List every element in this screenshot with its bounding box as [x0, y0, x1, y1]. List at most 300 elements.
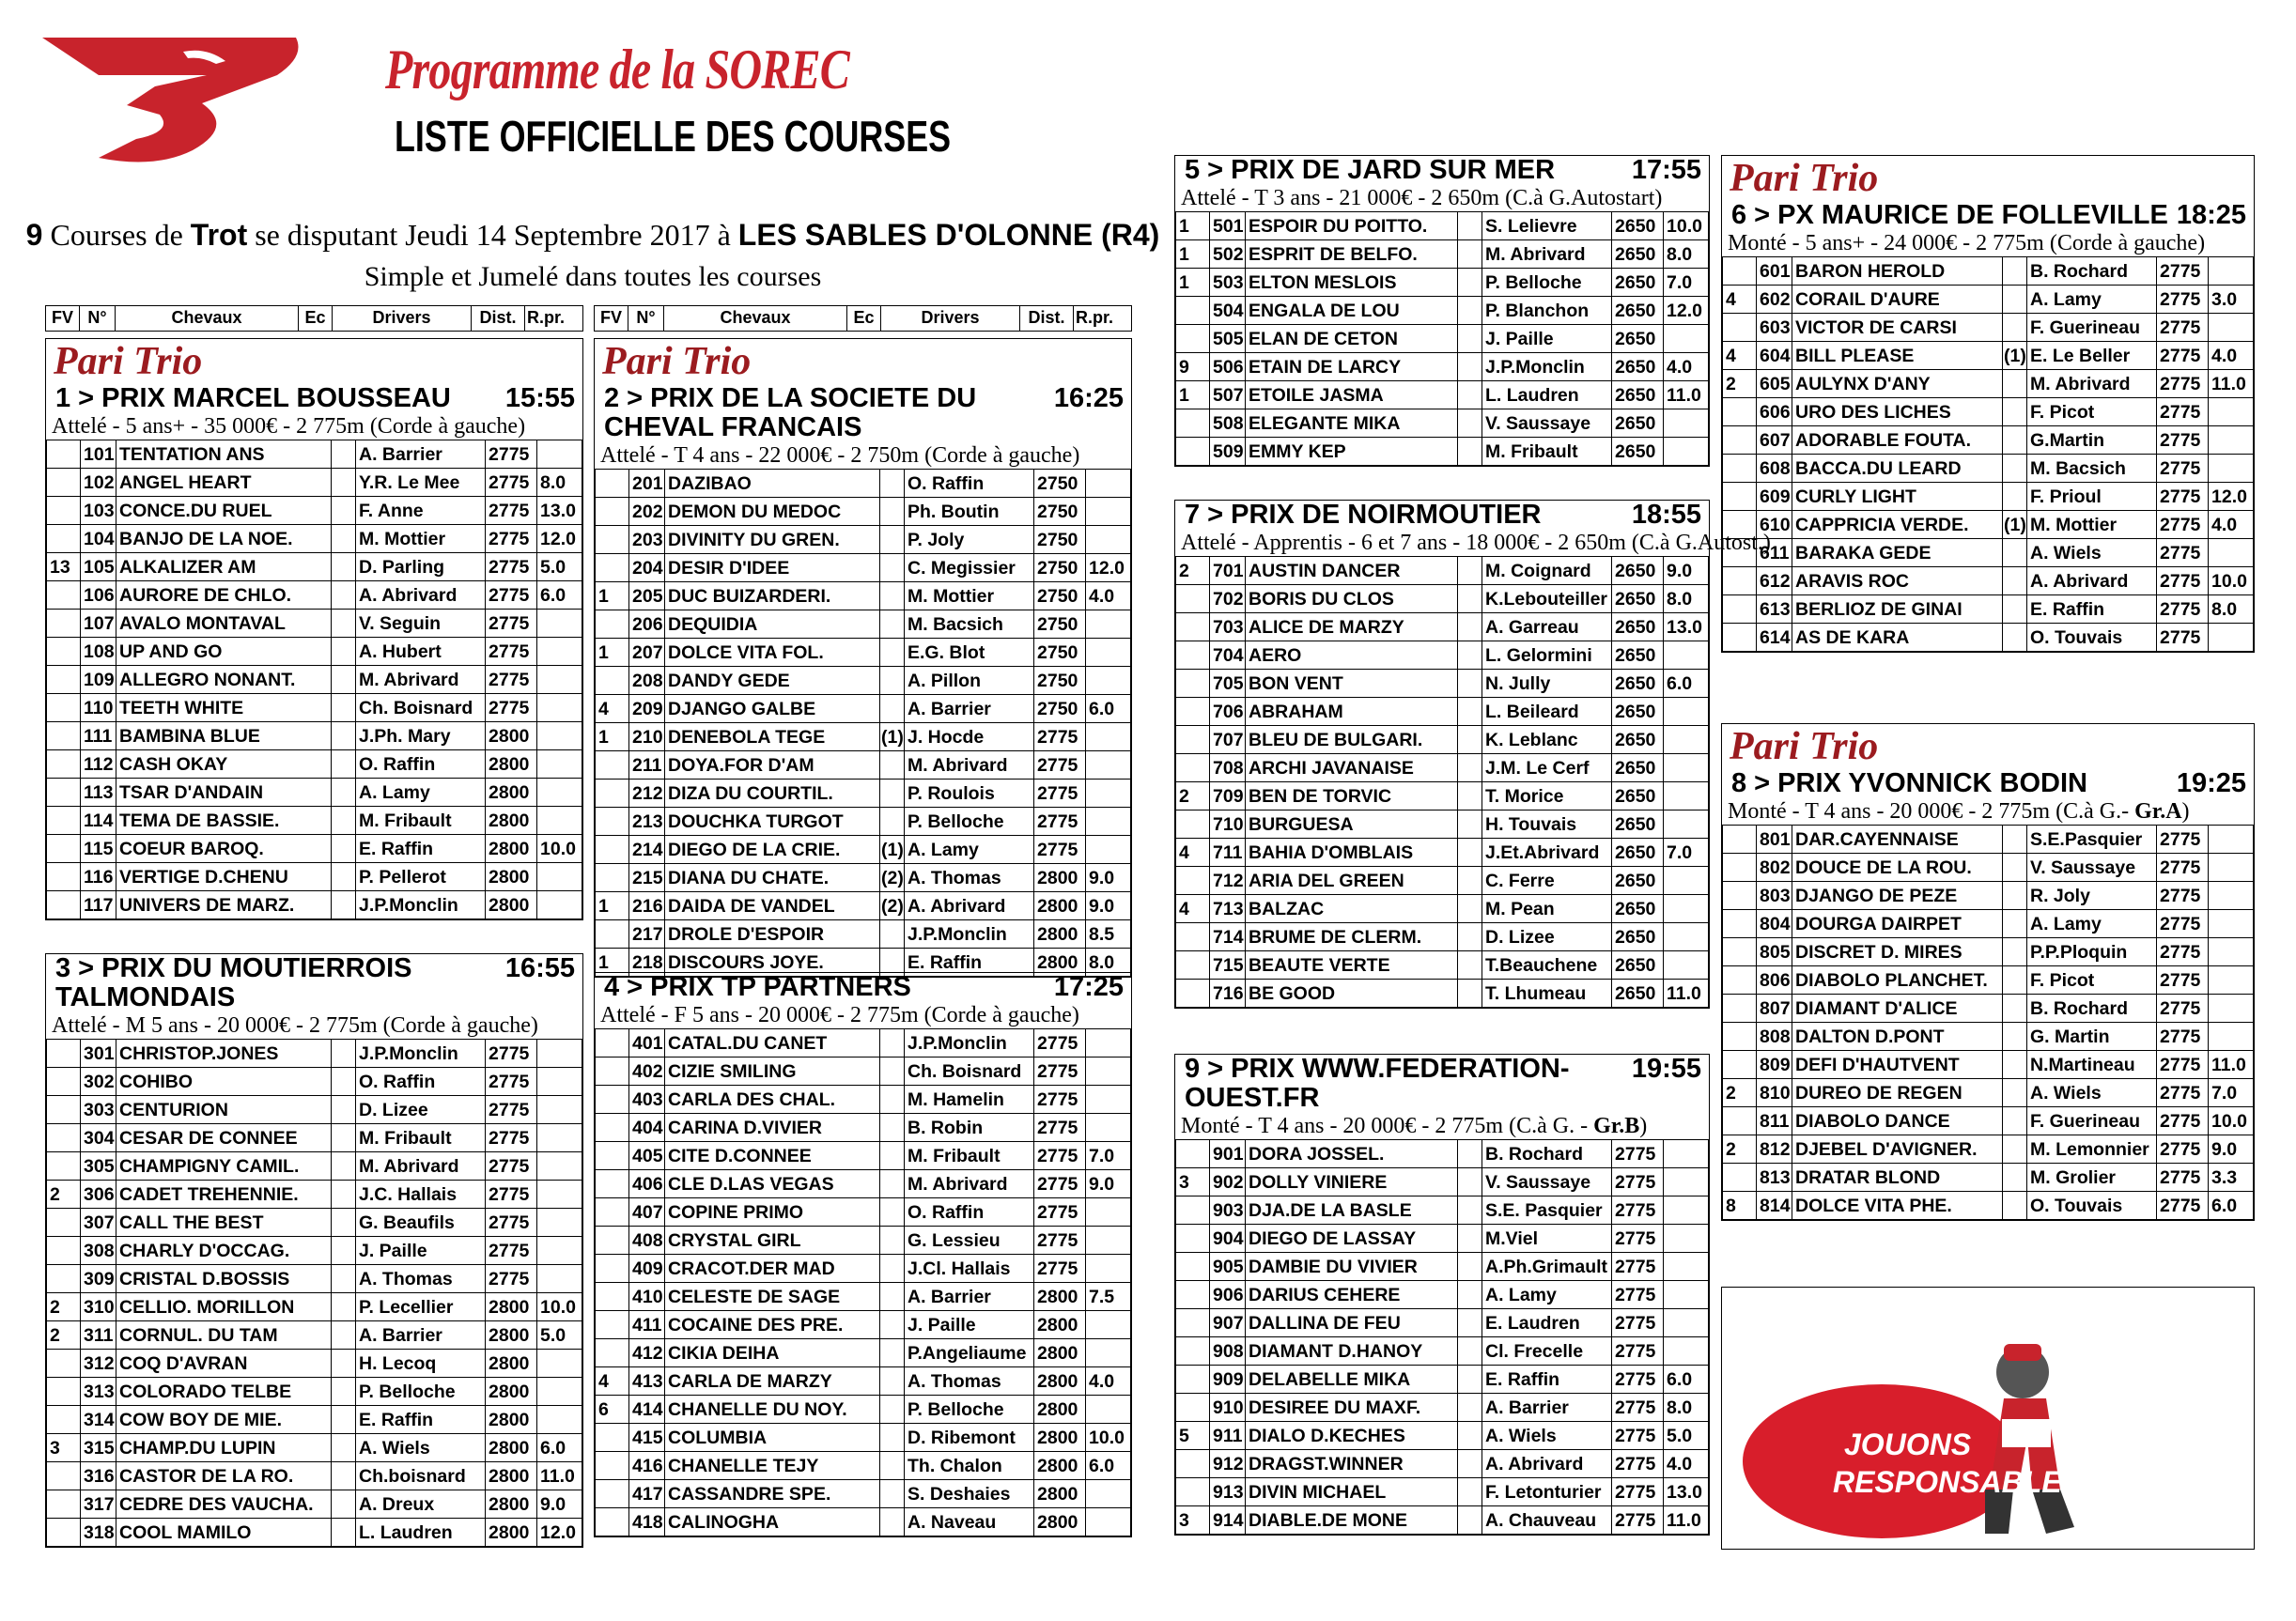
runner-row [47, 1265, 582, 1293]
race-time: 18:25 [2176, 200, 2246, 230]
runner-row [47, 581, 582, 610]
runner-fv: 1 [596, 723, 629, 751]
runner-horse-name: BAMBINA BLUE [116, 722, 332, 750]
runner-fv: 2 [1723, 370, 1757, 398]
runner-ecurie [1458, 980, 1482, 1008]
runner-horse-name: DOURGA DAIRPET [1792, 910, 2003, 938]
runner-driver: M. Mottier [2027, 511, 2157, 539]
runner-row [596, 1339, 1131, 1367]
runner-row [1176, 923, 1709, 951]
runner-number: 303 [81, 1096, 116, 1124]
runner-rapport [1086, 1508, 1131, 1536]
runner-fv [1723, 966, 1757, 995]
runner-driver: P. Belloche [905, 808, 1034, 836]
runner-ecurie [332, 1068, 356, 1096]
runner-rapport: 7.0 [1664, 839, 1709, 867]
runner-fv [596, 1283, 629, 1311]
runner-fv [596, 1170, 629, 1198]
runners-table [1175, 556, 1709, 1008]
runner-horse-name: ELEGANTE MIKA [1246, 409, 1458, 438]
runner-horse-name: DENEBOLA TEGE [665, 723, 880, 751]
runner-ecurie [880, 1424, 905, 1452]
race-conditions: Attelé - T 4 ans - 22 000€ - 2 750m (Corde à gauche) [600, 443, 1080, 468]
runner-driver: P. Lecellier [356, 1293, 486, 1321]
runner-number: 704 [1210, 641, 1246, 670]
runner-row [596, 1255, 1131, 1283]
runner-fv [47, 440, 81, 469]
runner-ecurie [1458, 1168, 1482, 1196]
runner-fv: 1 [596, 639, 629, 667]
runner-driver: M. Fribault [1482, 438, 1612, 466]
runner-horse-name: CAPPRICIA VERDE. [1792, 511, 2003, 539]
runner-driver: J.P.Monclin [1482, 353, 1612, 381]
runner-row [596, 1283, 1131, 1311]
runner-fv [1723, 1051, 1757, 1079]
runner-ecurie [1458, 726, 1482, 754]
runner-rapport [537, 807, 582, 835]
runner-number: 906 [1210, 1281, 1246, 1309]
runner-row [47, 891, 582, 919]
column-header-5: Dist. [1020, 306, 1074, 331]
runner-horse-name: CALL THE BEST [116, 1209, 332, 1237]
race-time: 16:55 [504, 953, 575, 983]
runner-fv [596, 470, 629, 498]
runner-number: 413 [629, 1367, 665, 1396]
runner-distance: 2800 [1034, 1480, 1086, 1508]
runner-row [1176, 613, 1709, 641]
runner-rapport [1664, 951, 1709, 980]
runner-row [1176, 297, 1709, 325]
venue: LES SABLES D'OLONNE (R4) [737, 218, 1160, 252]
runner-ecurie [332, 1350, 356, 1378]
runner-rapport [1664, 1281, 1709, 1309]
runner-ecurie [332, 1462, 356, 1490]
runner-driver: J.C. Hallais [356, 1181, 486, 1209]
runner-row [47, 1490, 582, 1519]
runner-fv [596, 1198, 629, 1227]
runners-table [1175, 1139, 1709, 1535]
race-title: 9 > PRIX WWW.FEDERATION- OUEST.FR [1185, 1054, 1570, 1113]
runner-fv: 3 [47, 1434, 81, 1462]
race-title: 5 > PRIX DE JARD SUR MER [1185, 155, 1556, 185]
runner-row [1176, 240, 1709, 269]
runner-fv [1176, 1225, 1210, 1253]
pari-trio-label: Pari Trio [54, 340, 203, 383]
runner-driver: J.Cl. Hallais [905, 1255, 1034, 1283]
runner-driver: F. Guerineau [2027, 314, 2157, 342]
runner-ecurie [1458, 1196, 1482, 1225]
runner-horse-name: AULYNX D'ANY [1792, 370, 2003, 398]
runner-horse-name: DIAMANT D'ALICE [1792, 995, 2003, 1023]
race-header [595, 384, 1131, 442]
runner-rapport [537, 694, 582, 722]
runner-driver: M. Abrivard [905, 1170, 1034, 1198]
runner-distance: 2800 [486, 1406, 537, 1434]
runner-row [596, 498, 1131, 526]
runner-ecurie [1458, 1366, 1482, 1394]
runner-driver: S. Lelievre [1482, 212, 1612, 240]
runner-distance: 2775 [1612, 1450, 1664, 1478]
runner-row [1176, 867, 1709, 895]
runner-distance: 2775 [2157, 854, 2209, 882]
column-header-0: FV [595, 306, 628, 331]
runner-distance: 2775 [486, 525, 537, 553]
runner-distance: 2775 [1034, 1170, 1086, 1198]
runner-horse-name: BEN DE TORVIC [1246, 782, 1458, 810]
runner-number: 202 [629, 498, 665, 526]
runner-ecurie [332, 1293, 356, 1321]
runner-rapport: 8.0 [537, 469, 582, 497]
runner-number: 101 [81, 440, 116, 469]
runner-driver: M.Viel [1482, 1225, 1612, 1253]
runner-driver: O. Raffin [905, 1198, 1034, 1227]
runner-number: 302 [81, 1068, 116, 1096]
runner-distance: 2750 [1034, 498, 1086, 526]
runner-distance: 2650 [1612, 325, 1664, 353]
runner-distance: 2775 [1034, 836, 1086, 864]
runner-horse-name: ESPOIR DU POITTO. [1246, 212, 1458, 240]
runner-distance: 2800 [1034, 864, 1086, 892]
runner-row [596, 526, 1131, 554]
runner-horse-name: CENTURION [116, 1096, 332, 1124]
runner-distance: 2775 [2157, 511, 2209, 539]
runner-driver: D. Lizee [356, 1096, 486, 1124]
pari-trio-label: Pari Trio [1730, 725, 1879, 768]
runner-horse-name: CELLIO. MORILLON [116, 1293, 332, 1321]
runner-driver: M. Abrivard [356, 1152, 486, 1181]
runner-distance: 2650 [1612, 867, 1664, 895]
runner-row [1176, 895, 1709, 923]
race-time: 19:25 [2176, 768, 2246, 798]
runner-horse-name: DJEBEL D'AVIGNER. [1792, 1135, 2003, 1164]
runner-rapport: 8.0 [2209, 595, 2254, 624]
runner-fv [47, 807, 81, 835]
runner-distance: 2650 [1612, 951, 1664, 980]
runner-driver: T.Beauchene [1482, 951, 1612, 980]
runner-fv [47, 694, 81, 722]
runner-driver: B. Rochard [2027, 257, 2157, 286]
list-title: LISTE OFFICIELLE DES COURSES [395, 112, 952, 161]
runner-row [596, 723, 1131, 751]
runner-rapport [1086, 1339, 1131, 1367]
runner-number: 713 [1210, 895, 1246, 923]
race-conditions: Monté - T 4 ans - 20 000€ - 2 775m (C.à G. - Gr.B) [1181, 1114, 1648, 1138]
runner-number: 613 [1757, 595, 1792, 624]
runner-row [1176, 1450, 1709, 1478]
runner-ecurie [880, 554, 905, 582]
runner-ecurie [880, 1452, 905, 1480]
runner-fv [1176, 438, 1210, 466]
runner-rapport: 8.0 [1664, 240, 1709, 269]
runner-rapport [537, 1265, 582, 1293]
runner-driver: A. Lamy [356, 779, 486, 807]
runner-distance: 2800 [1034, 1367, 1086, 1396]
runner-number: 309 [81, 1265, 116, 1293]
column-header-middle [594, 305, 1132, 332]
runner-number: 814 [1757, 1192, 1792, 1220]
runner-horse-name: DEFI D'HAUTVENT [1792, 1051, 2003, 1079]
race-1 [45, 338, 583, 920]
runner-distance: 2775 [2157, 483, 2209, 511]
runner-ecurie: (1) [880, 723, 905, 751]
runners-table [1722, 825, 2254, 1220]
runner-fv: 1 [596, 949, 629, 977]
runner-fv [1723, 1107, 1757, 1135]
runner-ecurie [1458, 438, 1482, 466]
runner-horse-name: ESPRIT DE BELFO. [1246, 240, 1458, 269]
runner-fv [1176, 585, 1210, 613]
runner-driver: Ph. Boutin [905, 498, 1034, 526]
runner-row [596, 470, 1131, 498]
runner-row [47, 1321, 582, 1350]
runner-rapport: 12.0 [2209, 483, 2254, 511]
runner-row [1723, 1051, 2254, 1079]
runner-driver: L. Gelormini [1482, 641, 1612, 670]
runner-rapport [1086, 1480, 1131, 1508]
runner-distance: 2775 [486, 1068, 537, 1096]
runner-fv [596, 1311, 629, 1339]
runner-fv [596, 751, 629, 780]
runner-horse-name: DUC BUIZARDERI. [665, 582, 880, 610]
runner-ecurie [1458, 1309, 1482, 1337]
runner-ecurie [2003, 938, 2027, 966]
race-title: 2 > PRIX DE LA SOCIETE DU CHEVAL FRANCAIS [604, 383, 977, 442]
runner-rapport: 8.0 [1086, 949, 1131, 977]
runner-rapport: 4.0 [2209, 342, 2254, 370]
runner-row [47, 1209, 582, 1237]
runner-ecurie [1458, 1394, 1482, 1422]
runner-ecurie [1458, 951, 1482, 980]
runner-number: 605 [1757, 370, 1792, 398]
race-4 [594, 972, 1132, 1537]
runner-number: 911 [1210, 1422, 1246, 1450]
runner-row [1176, 1478, 1709, 1506]
runner-rapport [1664, 867, 1709, 895]
runner-ecurie [332, 1490, 356, 1519]
runner-driver: A. Abrivard [2027, 567, 2157, 595]
runner-horse-name: ANGEL HEART [116, 469, 332, 497]
runner-ecurie [1458, 1140, 1482, 1168]
runner-horse-name: AVALO MONTAVAL [116, 610, 332, 638]
runner-driver: A. Thomas [905, 864, 1034, 892]
runner-ecurie: (1) [880, 836, 905, 864]
runner-horse-name: CHAMPIGNY CAMIL. [116, 1152, 332, 1181]
runner-horse-name: ABRAHAM [1246, 698, 1458, 726]
runner-number: 112 [81, 750, 116, 779]
runners-table [595, 469, 1131, 977]
runner-ecurie [880, 751, 905, 780]
runner-number: 709 [1210, 782, 1246, 810]
runner-fv [1176, 726, 1210, 754]
runner-horse-name: AS DE KARA [1792, 624, 2003, 652]
runner-row [47, 1068, 582, 1096]
runner-driver: M. Hamelin [905, 1086, 1034, 1114]
runner-ecurie [332, 1096, 356, 1124]
runner-driver: M. Bacsich [905, 610, 1034, 639]
runner-distance: 2800 [486, 1350, 537, 1378]
runner-horse-name: ETAIN DE LARCY [1246, 353, 1458, 381]
runner-row [47, 1293, 582, 1321]
runner-distance: 2775 [1612, 1478, 1664, 1506]
runner-number: 403 [629, 1086, 665, 1114]
runner-horse-name: DARIUS CEHERE [1246, 1281, 1458, 1309]
runner-horse-name: DAMBIE DU VIVIER [1246, 1253, 1458, 1281]
runner-row [1176, 212, 1709, 240]
runner-row [1176, 557, 1709, 585]
runner-number: 706 [1210, 698, 1246, 726]
runner-rapport: 5.0 [1664, 1422, 1709, 1450]
runner-fv [596, 780, 629, 808]
runner-distance: 2650 [1612, 381, 1664, 409]
runner-number: 801 [1757, 826, 1792, 854]
runner-ecurie [880, 1339, 905, 1367]
runner-fv [47, 722, 81, 750]
runner-rapport: 12.0 [1086, 554, 1131, 582]
runner-distance: 2775 [2157, 624, 2209, 652]
runner-horse-name: UP AND GO [116, 638, 332, 666]
runner-rapport: 8.5 [1086, 920, 1131, 949]
runner-row [1723, 624, 2254, 652]
runner-fv [47, 1096, 81, 1124]
runner-driver: A. Dreux [356, 1490, 486, 1519]
runner-number: 910 [1210, 1394, 1246, 1422]
runner-ecurie [880, 920, 905, 949]
runner-row [47, 750, 582, 779]
runner-distance: 2650 [1612, 810, 1664, 839]
runner-fv: 4 [1176, 839, 1210, 867]
race-title: 1 > PRIX MARCEL BOUSSEAU [55, 383, 451, 413]
runner-row [1176, 438, 1709, 466]
runner-distance: 2750 [1034, 667, 1086, 695]
runner-driver: S. Deshaies [905, 1480, 1034, 1508]
runner-fv [47, 1462, 81, 1490]
race-count: 9 [25, 218, 43, 252]
runner-driver: L. Laudren [356, 1519, 486, 1547]
runner-number: 404 [629, 1114, 665, 1142]
runner-fv: 3 [1176, 1506, 1210, 1535]
runner-number: 610 [1757, 511, 1792, 539]
runner-driver: O. Touvais [2027, 1192, 2157, 1220]
runner-rapport: 5.0 [537, 1321, 582, 1350]
race-9 [1174, 1054, 1710, 1536]
runner-distance: 2775 [486, 666, 537, 694]
runner-fv [596, 498, 629, 526]
runner-rapport [2209, 995, 2254, 1023]
runner-row [1723, 539, 2254, 567]
runner-distance: 2750 [1034, 526, 1086, 554]
runner-distance: 2775 [2157, 539, 2209, 567]
runner-horse-name: URO DES LICHES [1792, 398, 2003, 426]
runner-ecurie [880, 610, 905, 639]
runner-distance: 2650 [1612, 438, 1664, 466]
runner-distance: 2800 [486, 835, 537, 863]
runner-number: 402 [629, 1058, 665, 1086]
runner-driver: O. Raffin [356, 1068, 486, 1096]
runner-fv [47, 1265, 81, 1293]
runner-rapport [537, 1209, 582, 1237]
runner-row [1723, 595, 2254, 624]
runner-horse-name: ETOILE JASMA [1246, 381, 1458, 409]
runner-number: 802 [1757, 854, 1792, 882]
runner-ecurie [1458, 1337, 1482, 1366]
runner-driver: J.P.Monclin [905, 1029, 1034, 1058]
runner-fv: 4 [1176, 895, 1210, 923]
runner-fv [1176, 1394, 1210, 1422]
runner-number: 110 [81, 694, 116, 722]
runner-fv [47, 779, 81, 807]
runner-row [1723, 370, 2254, 398]
runner-horse-name: ENGALA DE LOU [1246, 297, 1458, 325]
runner-driver: V. Saussaye [1482, 1168, 1612, 1196]
runner-number: 406 [629, 1170, 665, 1198]
column-header-left [45, 305, 583, 332]
runner-distance: 2800 [486, 750, 537, 779]
runner-rapport [537, 1152, 582, 1181]
race-header [46, 954, 582, 1012]
runner-rapport [1086, 639, 1131, 667]
runner-fv: 1 [1176, 240, 1210, 269]
runner-row [1176, 951, 1709, 980]
runner-distance: 2800 [486, 1293, 537, 1321]
runner-row [47, 553, 582, 581]
runner-fv [47, 835, 81, 863]
runner-horse-name: CADET TREHENNIE. [116, 1181, 332, 1209]
runner-fv: 3 [1176, 1168, 1210, 1196]
runner-distance: 2775 [1034, 1142, 1086, 1170]
runner-fv [1723, 1164, 1757, 1192]
runner-fv [1176, 1281, 1210, 1309]
runner-horse-name: ALKALIZER AM [116, 553, 332, 581]
runner-driver: V. Saussaye [2027, 854, 2157, 882]
runner-number: 805 [1757, 938, 1792, 966]
runner-distance: 2775 [486, 1152, 537, 1181]
responsible-gaming-banner [1721, 1287, 2255, 1550]
runner-horse-name: COLUMBIA [665, 1424, 880, 1452]
runner-number: 808 [1757, 1023, 1792, 1051]
runner-number: 409 [629, 1255, 665, 1283]
runner-distance: 2775 [2157, 882, 2209, 910]
runner-horse-name: DIALO D.KECHES [1246, 1422, 1458, 1450]
runner-row [596, 1396, 1131, 1424]
runner-rapport [537, 1237, 582, 1265]
runner-horse-name: BLEU DE BULGARI. [1246, 726, 1458, 754]
runner-fv [596, 1029, 629, 1058]
runner-rapport: 11.0 [2209, 1051, 2254, 1079]
runner-fv [47, 666, 81, 694]
runner-distance: 2650 [1612, 212, 1664, 240]
runner-horse-name: CEDRE DES VAUCHA. [116, 1490, 332, 1519]
runner-ecurie [332, 610, 356, 638]
runner-row [1176, 754, 1709, 782]
runner-row [596, 695, 1131, 723]
runner-ecurie [332, 1209, 356, 1237]
runner-ecurie [2003, 595, 2027, 624]
runner-distance: 2775 [486, 1209, 537, 1237]
race-8 [1721, 723, 2255, 1221]
runner-ecurie [1458, 839, 1482, 867]
runner-distance: 2775 [486, 440, 537, 469]
runner-row [47, 807, 582, 835]
runner-number: 601 [1757, 257, 1792, 286]
runner-driver: L. Beileard [1482, 698, 1612, 726]
runner-distance: 2750 [1034, 554, 1086, 582]
runner-horse-name: DEQUIDIA [665, 610, 880, 639]
runner-row [1723, 511, 2254, 539]
runner-ecurie [1458, 641, 1482, 670]
runner-row [1723, 910, 2254, 938]
runner-ecurie [332, 525, 356, 553]
runner-fv [1176, 923, 1210, 951]
